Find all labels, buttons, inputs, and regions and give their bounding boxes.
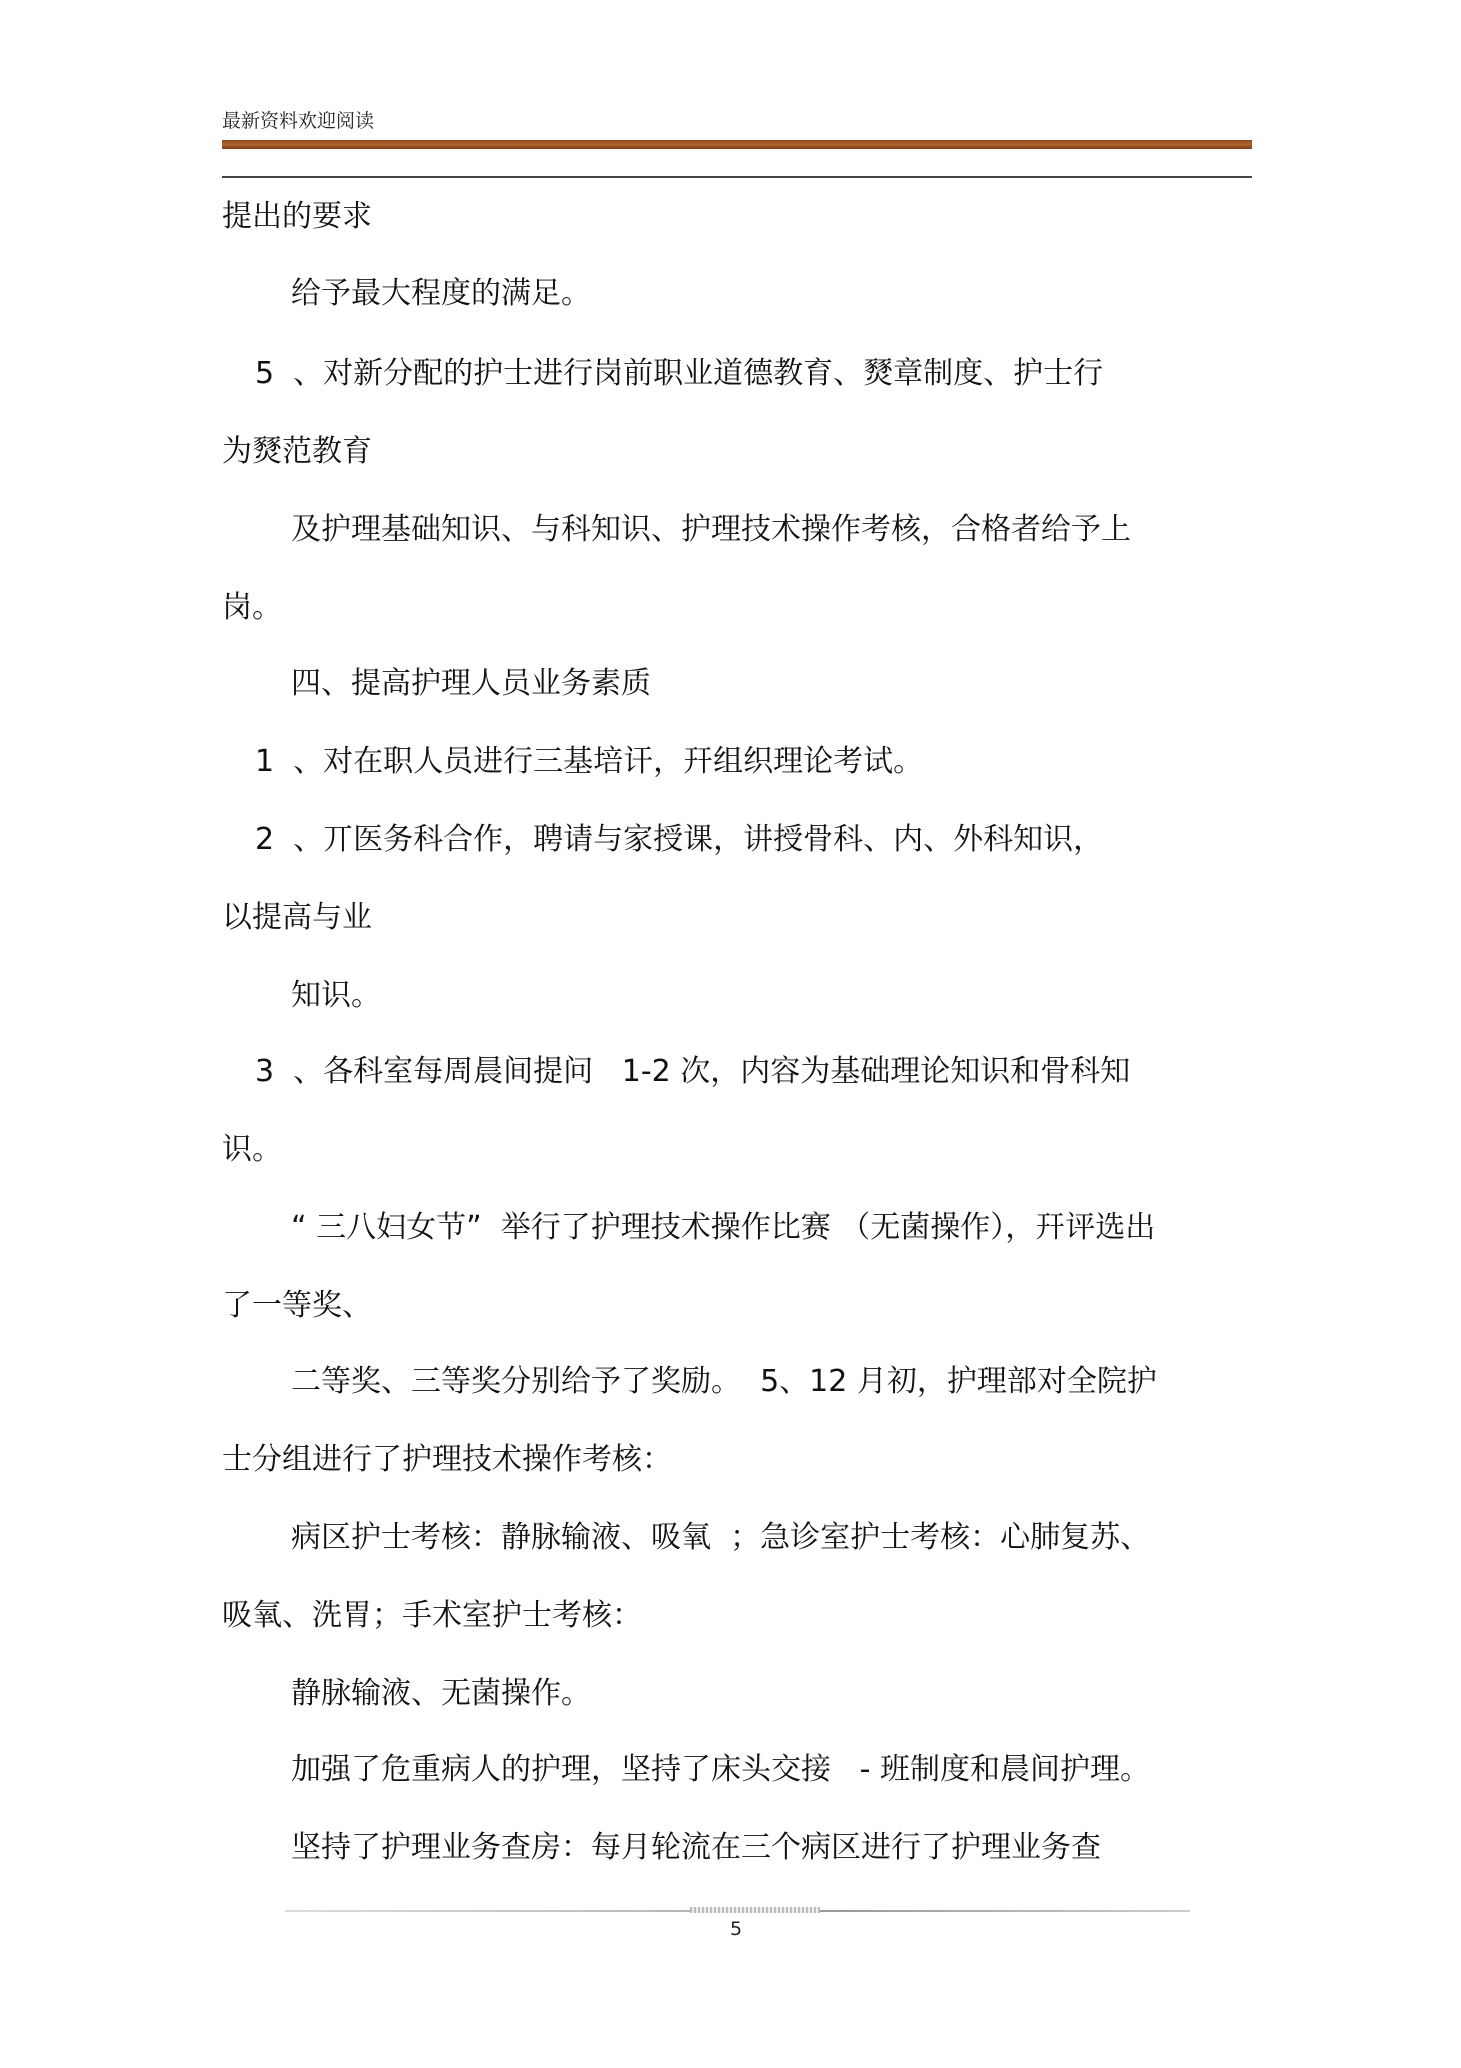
text-line: “ 三八妇女节” 举行了护理技术操作比赛 （无菌操作），幵评选出 — [291, 1210, 1156, 1245]
text-line: 四、提高护理人员业务素质 — [291, 666, 651, 701]
text-line: 提出的要求 — [222, 199, 372, 234]
text-line: 二等奖、三等奖分别给予了奖励。 5、12 月初，护理部对全院护 — [291, 1364, 1157, 1399]
footer-rule-mark — [690, 1907, 820, 1913]
text-line: 给予最大程度的满足。 — [291, 276, 591, 311]
header-rule-thin — [222, 176, 1252, 178]
header-rule-thick — [222, 140, 1252, 149]
text-line: 及护理基础知识、与科知识、护理技术操作考核，合格者给予上 — [291, 512, 1131, 547]
text-line: 为燹范教育 — [222, 434, 372, 469]
text-line: 了一等奖、 — [222, 1288, 372, 1323]
text-line: 吸氧、洗胃；手术室护士考核： — [222, 1598, 642, 1633]
text-line: 加强了危重病人的护理，坚持了床头交接 - 班制度和晨间护理。 — [291, 1752, 1150, 1787]
text-line: 识。 — [222, 1132, 282, 1167]
text-line: 静脉输液、无菌操作。 — [291, 1676, 591, 1711]
text-line: 2 、丌医务科合作，聘请与家授课，讲授骨科、内、外科知识， — [255, 822, 1104, 857]
text-line: 3 、各科室每周晨间提问 1-2 次，内容为基础理论知识和骨科知 — [255, 1054, 1131, 1089]
text-line: 岗。 — [222, 590, 282, 625]
page-number: 5 — [730, 1918, 743, 1940]
text-line: 知识。 — [291, 978, 381, 1013]
text-line: 士分组进行了护理技术操作考核： — [222, 1442, 672, 1477]
text-line: 坚持了护理业务查房：每月轮流在三个病区进行了护理业务查 — [291, 1830, 1101, 1865]
running-header: 最新资料欢迎阅读 — [222, 110, 375, 132]
text-line: 5 、对新分配的护士进行岗前职业道德教育、燹章制度、护士行 — [255, 356, 1104, 391]
text-line: 病区护士考核：静脉输液、吸氧 ；急诊室护士考核：心肺复苏、 — [291, 1520, 1151, 1555]
text-line: 以提高与业 — [222, 900, 372, 935]
text-line: 1 、对在职人员进行三基培讦，幵组织理论考试。 — [255, 744, 924, 779]
